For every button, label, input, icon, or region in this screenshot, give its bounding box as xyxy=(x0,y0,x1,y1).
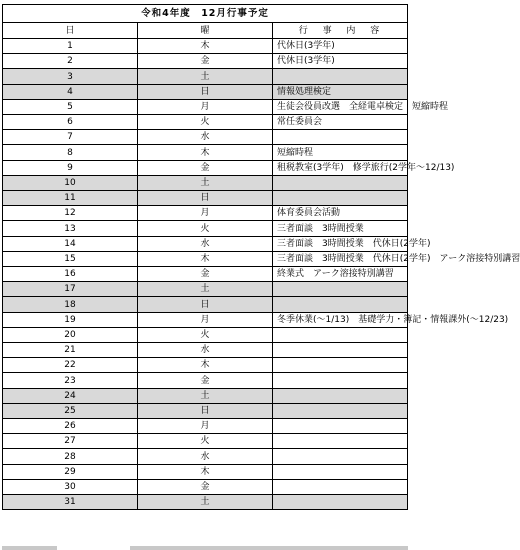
weekday-cell[interactable]: 水 xyxy=(138,343,273,358)
schedule-row xyxy=(3,176,408,191)
events-cell[interactable] xyxy=(273,130,408,145)
weekday-cell[interactable]: 月 xyxy=(138,313,273,328)
day-cell[interactable]: 24 xyxy=(3,389,138,404)
weekday-cell[interactable]: 月 xyxy=(138,100,273,115)
weekday-cell[interactable]: 火 xyxy=(138,221,273,237)
schedule-row xyxy=(3,115,408,130)
day-cell[interactable]: 8 xyxy=(3,145,138,161)
events-cell[interactable] xyxy=(273,176,408,191)
day-cell[interactable]: 7 xyxy=(3,130,138,145)
day-cell[interactable]: 2 xyxy=(3,54,138,69)
day-cell[interactable]: 3 xyxy=(3,69,138,85)
header-row xyxy=(3,23,408,39)
events-cell[interactable]: 代休日(3学年) xyxy=(273,39,408,54)
events-cell[interactable]: 情報処理検定 xyxy=(273,85,408,100)
schedule-row xyxy=(3,130,408,145)
day-cell[interactable]: 6 xyxy=(3,115,138,130)
schedule-table xyxy=(2,4,520,510)
weekday-cell[interactable]: 日 xyxy=(138,404,273,419)
schedule-row xyxy=(3,480,408,495)
horizontal-scrollbar[interactable] xyxy=(130,546,408,550)
day-cell[interactable]: 22 xyxy=(3,358,138,373)
weekday-cell[interactable]: 日 xyxy=(138,191,273,206)
weekday-cell[interactable]: 月 xyxy=(138,419,273,434)
events-cell[interactable] xyxy=(273,419,408,434)
weekday-cell[interactable]: 火 xyxy=(138,115,273,130)
events-cell[interactable] xyxy=(273,343,408,358)
schedule-row xyxy=(3,191,408,206)
schedule-row xyxy=(3,449,408,465)
weekday-cell[interactable]: 水 xyxy=(138,130,273,145)
day-cell[interactable]: 30 xyxy=(3,480,138,495)
weekday-cell[interactable]: 土 xyxy=(138,282,273,297)
schedule-sheet xyxy=(2,4,520,510)
weekday-cell[interactable]: 木 xyxy=(138,465,273,480)
day-cell[interactable]: 14 xyxy=(3,237,138,252)
events-cell[interactable] xyxy=(273,434,408,449)
events-cell[interactable]: 三者面談 3時間授業 代休日(2学年) アーク溶接特別講習 xyxy=(273,252,408,267)
schedule-row xyxy=(3,343,408,358)
sheet-tab-segment[interactable] xyxy=(2,546,57,550)
title-row xyxy=(3,5,408,23)
schedule-row xyxy=(3,297,408,313)
schedule-row xyxy=(3,252,408,267)
schedule-row xyxy=(3,358,408,373)
weekday-cell[interactable]: 土 xyxy=(138,176,273,191)
events-cell[interactable] xyxy=(273,297,408,313)
weekday-cell[interactable]: 日 xyxy=(138,297,273,313)
events-cell[interactable] xyxy=(273,191,408,206)
events-cell[interactable] xyxy=(273,282,408,297)
weekday-cell[interactable]: 木 xyxy=(138,145,273,161)
day-cell[interactable]: 17 xyxy=(3,282,138,297)
schedule-row xyxy=(3,54,408,69)
day-cell[interactable]: 13 xyxy=(3,221,138,237)
header-day[interactable]: 日 xyxy=(3,23,138,39)
schedule-row xyxy=(3,373,408,389)
events-cell[interactable]: 体育委員会活動 xyxy=(273,206,408,221)
schedule-row xyxy=(3,206,408,221)
events-cell[interactable] xyxy=(273,69,408,85)
day-cell[interactable]: 1 xyxy=(3,39,138,54)
weekday-cell[interactable]: 木 xyxy=(138,252,273,267)
events-cell[interactable]: 終業式 アーク溶接特別講習 xyxy=(273,267,408,282)
schedule-row xyxy=(3,465,408,480)
day-cell[interactable]: 18 xyxy=(3,297,138,313)
schedule-row xyxy=(3,419,408,434)
events-cell[interactable] xyxy=(273,328,408,343)
schedule-row xyxy=(3,100,408,115)
day-cell[interactable]: 21 xyxy=(3,343,138,358)
day-cell[interactable]: 27 xyxy=(3,434,138,449)
header-events[interactable]: 行 事 内 容 xyxy=(273,23,408,39)
schedule-row xyxy=(3,404,408,419)
events-cell[interactable]: 三者面談 3時間授業 xyxy=(273,221,408,237)
schedule-row xyxy=(3,328,408,343)
weekday-cell[interactable]: 金 xyxy=(138,267,273,282)
day-cell[interactable]: 20 xyxy=(3,328,138,343)
weekday-cell[interactable]: 金 xyxy=(138,161,273,176)
events-cell[interactable] xyxy=(273,495,408,510)
header-weekday[interactable]: 曜 xyxy=(138,23,273,39)
schedule-row xyxy=(3,39,408,54)
weekday-cell[interactable]: 月 xyxy=(138,206,273,221)
day-cell[interactable]: 25 xyxy=(3,404,138,419)
day-cell[interactable]: 15 xyxy=(3,252,138,267)
schedule-row xyxy=(3,237,408,252)
weekday-cell[interactable]: 木 xyxy=(138,39,273,54)
weekday-cell[interactable]: 火 xyxy=(138,328,273,343)
weekday-cell[interactable]: 金 xyxy=(138,480,273,495)
events-cell[interactable]: 冬季休業(～1/13) 基礎学力・簿記・情報課外(～12/23) xyxy=(273,313,408,328)
schedule-row xyxy=(3,434,408,449)
events-cell[interactable]: 租税教室(3学年) 修学旅行(2学年～12/13) xyxy=(273,161,408,176)
events-cell[interactable] xyxy=(273,404,408,419)
events-cell[interactable]: 生徒会役員改選 全経電卓検定 短縮時程 xyxy=(273,100,408,115)
events-cell[interactable] xyxy=(273,449,408,465)
day-cell[interactable]: 26 xyxy=(3,419,138,434)
day-cell[interactable]: 4 xyxy=(3,85,138,100)
schedule-row xyxy=(3,313,408,328)
events-cell[interactable] xyxy=(273,389,408,404)
weekday-cell[interactable]: 日 xyxy=(138,85,273,100)
day-cell[interactable]: 5 xyxy=(3,100,138,115)
events-cell[interactable]: 代休日(3学年) xyxy=(273,54,408,69)
weekday-cell[interactable]: 土 xyxy=(138,69,273,85)
day-cell[interactable]: 10 xyxy=(3,176,138,191)
events-cell[interactable] xyxy=(273,465,408,480)
schedule-row xyxy=(3,161,408,176)
weekday-cell[interactable]: 火 xyxy=(138,434,273,449)
day-cell[interactable]: 12 xyxy=(3,206,138,221)
events-cell[interactable] xyxy=(273,373,408,389)
schedule-row xyxy=(3,495,408,510)
events-cell[interactable]: 三者面談 3時間授業 代休日(2学年) xyxy=(273,237,408,252)
sheet-scroll-strip xyxy=(0,546,412,550)
schedule-row xyxy=(3,267,408,282)
weekday-cell[interactable]: 金 xyxy=(138,54,273,69)
day-cell[interactable]: 31 xyxy=(3,495,138,510)
day-cell[interactable]: 11 xyxy=(3,191,138,206)
events-cell[interactable]: 短縮時程 xyxy=(273,145,408,161)
day-cell[interactable]: 16 xyxy=(3,267,138,282)
weekday-cell[interactable]: 木 xyxy=(138,358,273,373)
schedule-title[interactable]: 令和4年度 12月行事予定 xyxy=(3,5,408,23)
schedule-row xyxy=(3,69,408,85)
weekday-cell[interactable]: 金 xyxy=(138,373,273,389)
schedule-row xyxy=(3,282,408,297)
events-cell[interactable]: 常任委員会 xyxy=(273,115,408,130)
day-cell[interactable]: 23 xyxy=(3,373,138,389)
day-cell[interactable]: 29 xyxy=(3,465,138,480)
schedule-row xyxy=(3,389,408,404)
weekday-cell[interactable]: 土 xyxy=(138,495,273,510)
schedule-row xyxy=(3,221,408,237)
schedule-row xyxy=(3,85,408,100)
weekday-cell[interactable]: 水 xyxy=(138,237,273,252)
day-cell[interactable]: 28 xyxy=(3,449,138,465)
events-cell[interactable] xyxy=(273,480,408,495)
day-cell[interactable]: 9 xyxy=(3,161,138,176)
day-cell[interactable]: 19 xyxy=(3,313,138,328)
weekday-cell[interactable]: 水 xyxy=(138,449,273,465)
events-cell[interactable] xyxy=(273,358,408,373)
schedule-row xyxy=(3,145,408,161)
weekday-cell[interactable]: 土 xyxy=(138,389,273,404)
